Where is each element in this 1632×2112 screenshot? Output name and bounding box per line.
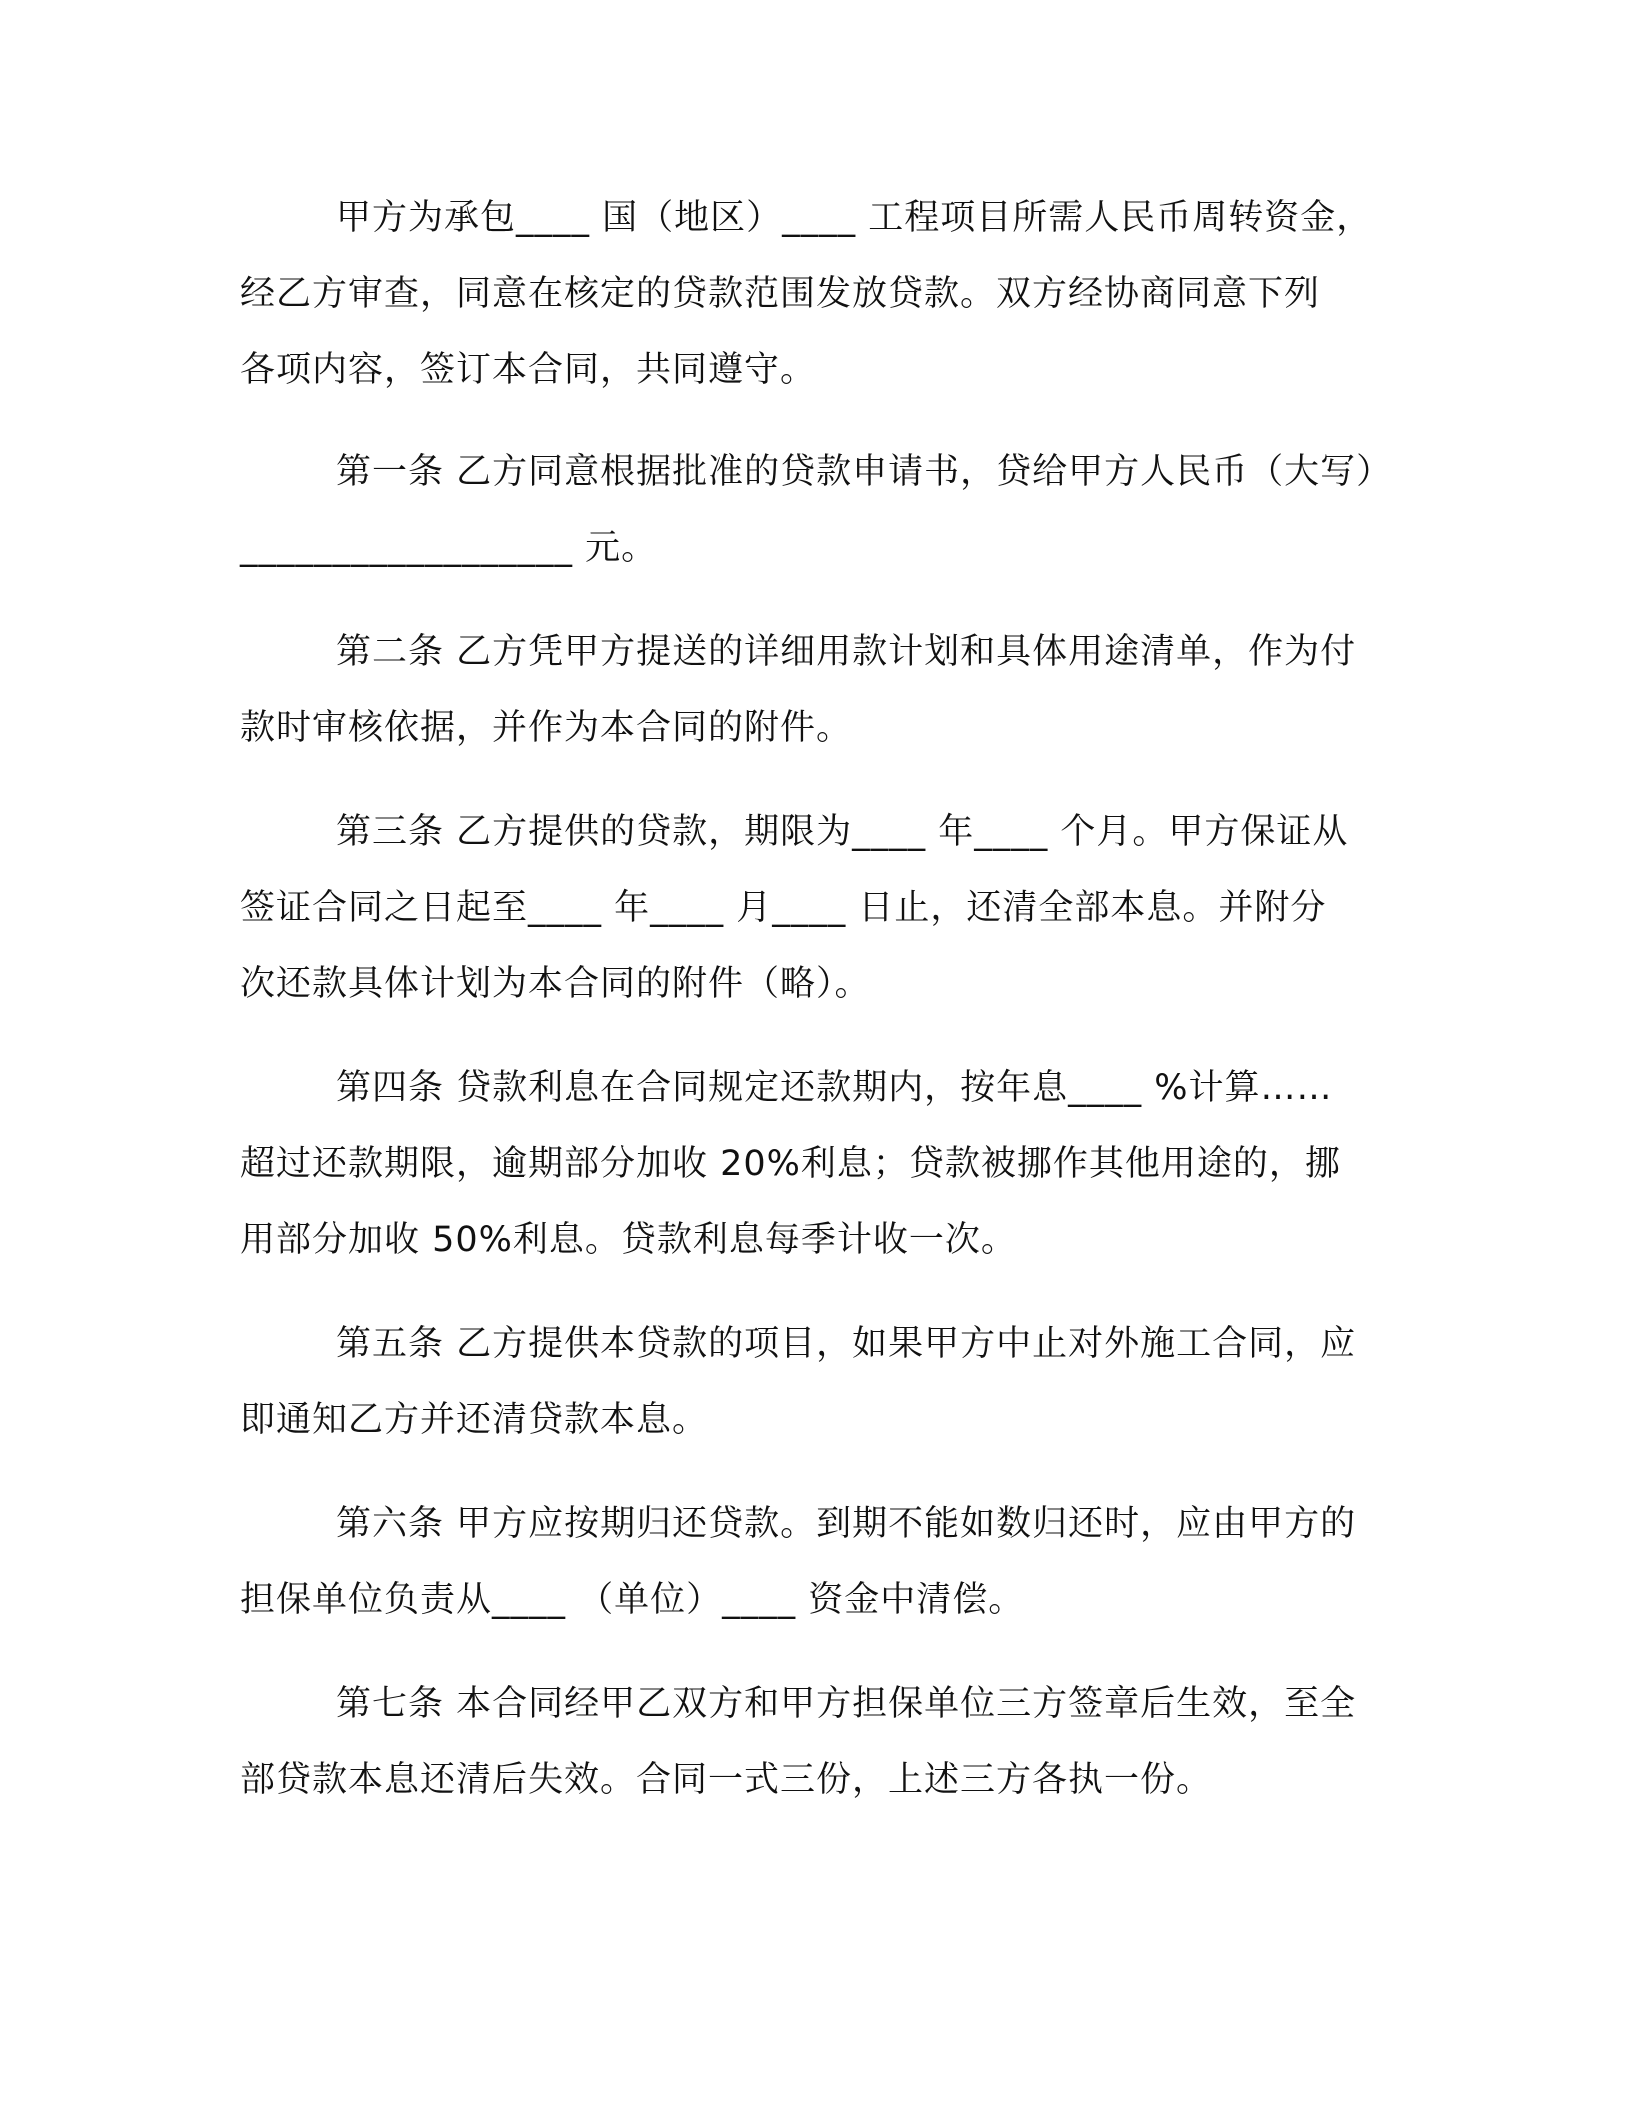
article-4-line: 第四条 贷款利息在合同规定还款期内，按年息____ %计算…… bbox=[336, 1068, 1333, 1108]
article-3-line: 签证合同之日起至____ 年____ 月____ 日止，还清全部本息。并附分 bbox=[240, 888, 1327, 928]
article-6-line: 第六条 甲方应按期归还贷款。到期不能如数归还时，应由甲方的 bbox=[336, 1504, 1357, 1544]
article-5-line: 第五条 乙方提供本贷款的项目，如果甲方中止对外施工合同，应 bbox=[336, 1324, 1357, 1364]
article-2-line: 第二条 乙方凭甲方提送的详细用款计划和具体用途清单，作为付 bbox=[336, 632, 1357, 672]
paragraph-line: 经乙方审查，同意在核定的贷款范围发放贷款。双方经协商同意下列 bbox=[240, 274, 1321, 314]
article-6-line: 担保单位负责从____ （单位）____ 资金中清偿。 bbox=[240, 1580, 1025, 1620]
article-4-line: 超过还款期限，逾期部分加收 20%利息；贷款被挪作其他用途的，挪 bbox=[240, 1144, 1341, 1184]
paragraph-line: 甲方为承包____ 国（地区）____ 工程项目所需人民币周转资金， bbox=[336, 198, 1373, 238]
article-5-line: 即通知乙方并还清贷款本息。 bbox=[240, 1400, 709, 1440]
article-4-line: 用部分加收 50%利息。贷款利息每季计收一次。 bbox=[240, 1220, 1017, 1260]
paragraph-line: 各项内容，签订本合同，共同遵守。 bbox=[240, 350, 817, 390]
article-3-line: 第三条 乙方提供的贷款，期限为____ 年____ 个月。甲方保证从 bbox=[336, 812, 1349, 852]
article-1-line: __________________ 元。 bbox=[240, 528, 658, 568]
article-2-line: 款时审核依据，并作为本合同的附件。 bbox=[240, 708, 853, 748]
article-7-line: 部贷款本息还清后失效。合同一式三份，上述三方各执一份。 bbox=[240, 1760, 1213, 1800]
article-3-line: 次还款具体计划为本合同的附件（略）。 bbox=[240, 964, 871, 1004]
article-7-line: 第七条 本合同经甲乙双方和甲方担保单位三方签章后生效，至全 bbox=[336, 1684, 1357, 1724]
article-1-line: 第一条 乙方同意根据批准的贷款申请书，贷给甲方人民币（大写） bbox=[336, 452, 1393, 492]
